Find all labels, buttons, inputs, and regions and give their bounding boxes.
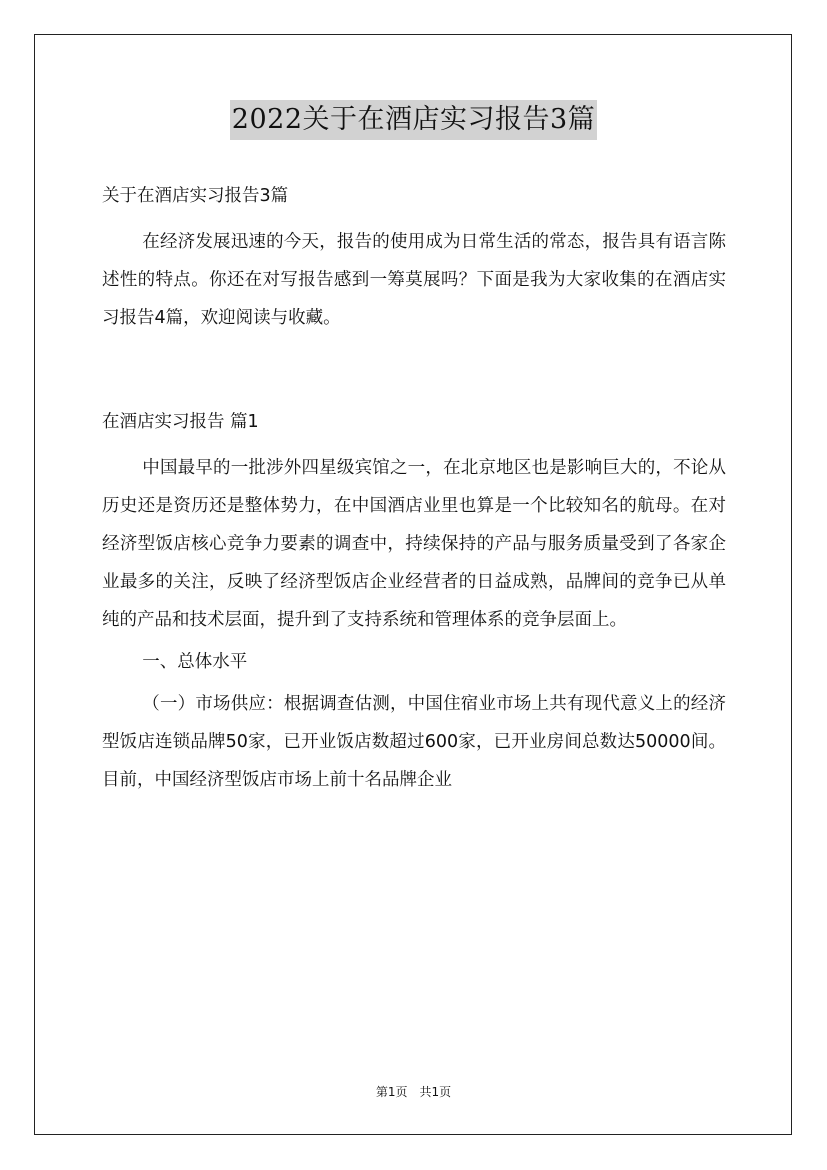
intro-paragraph: 在经济发展迅速的今天，报告的使用成为日常生活的常态，报告具有语言陈述性的特点。你还在对写报告感到一筹莫展吗？下面是我为大家收集的在酒店实习报告4篇，欢迎阅读与收藏。 [102, 232, 726, 328]
title-container [0, 100, 827, 140]
document-subtitle: 关于在酒店实习报告3篇 [102, 186, 289, 206]
document-body [102, 177, 726, 799]
section-heading: 在酒店实习报告 篇1 [102, 412, 259, 432]
body-paragraph: （一）市场供应：根据调查估测，中国住宿业市场上共有现代意义上的经济型饭店连锁品牌50家，已开业饭店数超过600家，已开业房间总数达50000间。目前，中国经济型饭店市场上前十名品牌企业 [102, 694, 726, 790]
page-footer [0, 1083, 827, 1100]
document-title: 2022关于在酒店实习报告3篇 [230, 100, 597, 140]
subheading: 一、总体水平 [142, 652, 248, 672]
body-paragraph: 中国最早的一批涉外四星级宾馆之一，在北京地区也是影响巨大的，不论从历史还是资历还是整体势力，在中国酒店业里也算是一个比较知名的航母。在对经济型饭店核心竞争力要素的调查中，持续保持的产品与服务质量受到了各家企业最多的关注，反映了经济型饭店企业经营者的日益成熟，品牌间的竞争已从单纯的产品和技术层面，提升到了支持系统和管理体系的竞争层面上。 [102, 458, 726, 630]
page-number: 第1页 共1页 [375, 1085, 452, 1099]
